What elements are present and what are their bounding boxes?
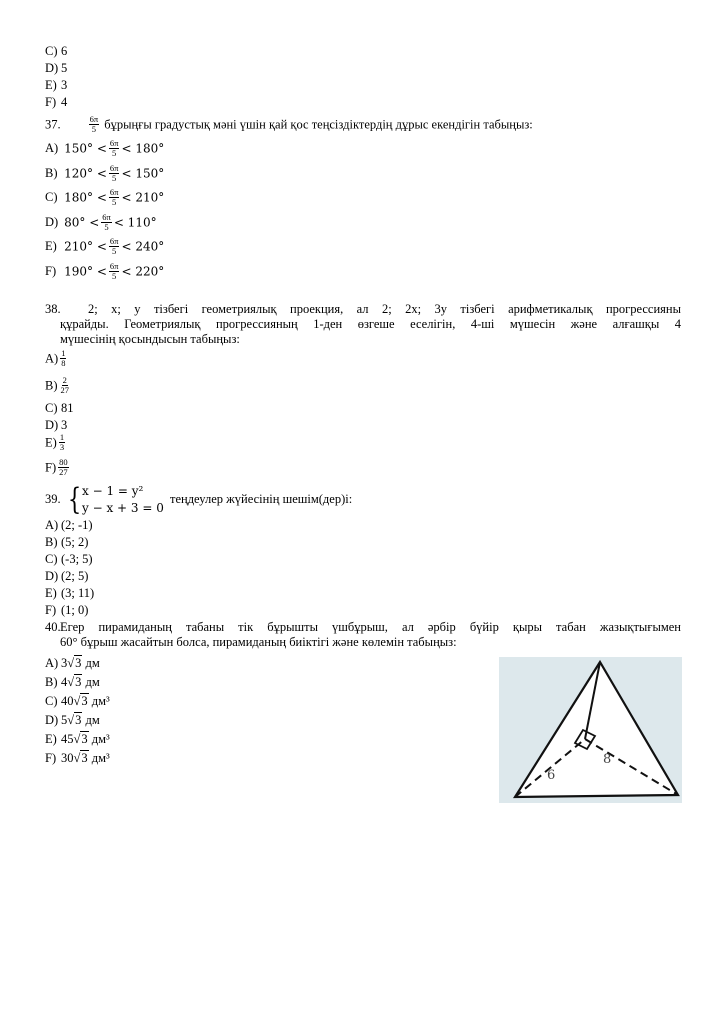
q38-option-c: C) 81 bbox=[45, 401, 74, 415]
question-text: бұрыңғы градустық мәні үшін қай қос теңсіздіктердің дұрыс екендігін табыңыз: bbox=[104, 117, 533, 132]
option-e-prev: E) 3 bbox=[45, 78, 68, 92]
q39-option-e: E) (3; 11) bbox=[45, 586, 95, 600]
pyramid-figure bbox=[499, 657, 682, 803]
pyramid-diagram bbox=[499, 657, 682, 803]
edge-label-b: 8 bbox=[603, 752, 612, 767]
q39-option-c: C) (-3; 5) bbox=[45, 552, 93, 566]
q40-option-a: A) 3√3 дм bbox=[45, 656, 100, 670]
q37-option-b: B) 120° < $\frac{6\pi}{5}$ < 150° bbox=[45, 163, 165, 183]
q37-option-a: A) 150° < $\frac{6\pi}{5}$ < 180° bbox=[45, 138, 165, 158]
question-38: 38. 2; x; y тізбегі геометриялық проекция, ал 2; 2x; 3y тізбегі арифметикалық прогрессияны құрайды. Геометриялық прогрессияның 1-ден өзгеше еселігін, 4-ші мүшесін және алғашқы 4 мүшесінің қосындысын табыңыз: bbox=[45, 302, 681, 346]
option-d-prev: D) 5 bbox=[45, 61, 68, 75]
option-f-prev: F) 4 bbox=[45, 95, 68, 109]
q38-option-b: B) $\frac{2}{27}$ bbox=[45, 375, 69, 395]
q38-option-d: D) 3 bbox=[45, 418, 68, 432]
q39-option-d: D) (2; 5) bbox=[45, 569, 89, 583]
q37-option-d: D) 80° < $\frac{6\pi}{5}$ < 110° bbox=[45, 212, 157, 232]
q40-option-c: C) 40√3 дм³ bbox=[45, 694, 110, 708]
q37-option-f: F) 190° < $\frac{6\pi}{5}$ < 220° bbox=[45, 261, 165, 281]
question-text: теңдеулер жүйесінің шешім(дер)і: bbox=[170, 492, 353, 506]
brace-icon: { bbox=[67, 482, 82, 517]
q40-option-d: D) 5√3 дм bbox=[45, 713, 100, 727]
q40-option-e: E) 45√3 дм³ bbox=[45, 732, 110, 746]
question-number: 39. bbox=[45, 492, 61, 506]
q40-option-f: F) 30√3 дм³ bbox=[45, 751, 110, 765]
fraction: $\frac{6\pi}{5}$ bbox=[89, 114, 99, 134]
q38-option-f: F) $\frac{80}{27}$ bbox=[45, 457, 68, 477]
q39-option-f: F) (1; 0) bbox=[45, 603, 89, 617]
q40-option-b: B) 4√3 дм bbox=[45, 675, 100, 689]
edge-label-a: 6 bbox=[547, 768, 556, 783]
option-c-prev: C) 6 bbox=[45, 44, 68, 58]
q39-option-a: A) (2; -1) bbox=[45, 518, 93, 532]
question-number: 37. bbox=[45, 117, 61, 132]
question-37 bbox=[45, 116, 533, 135]
q39-option-b: B) (5; 2) bbox=[45, 535, 89, 549]
q38-option-e: E) $\frac{1}{3}$ bbox=[45, 432, 65, 452]
q38-option-a: A) $\frac{1}{8}$ bbox=[45, 348, 66, 368]
q37-option-c: C) 180° < $\frac{6\pi}{5}$ < 210° bbox=[45, 187, 165, 207]
q37-option-e: E) 210° < $\frac{6\pi}{5}$ < 240° bbox=[45, 236, 165, 256]
question-40: 40. Егер пирамиданың табаны тік бұрышты үшбұрыш, ал әрбір бүйір қыры табан жазықтығымен 60° бұрыш жасайтын болса, пирамиданың биіктігі және көлемін табыңыз: bbox=[45, 620, 681, 649]
